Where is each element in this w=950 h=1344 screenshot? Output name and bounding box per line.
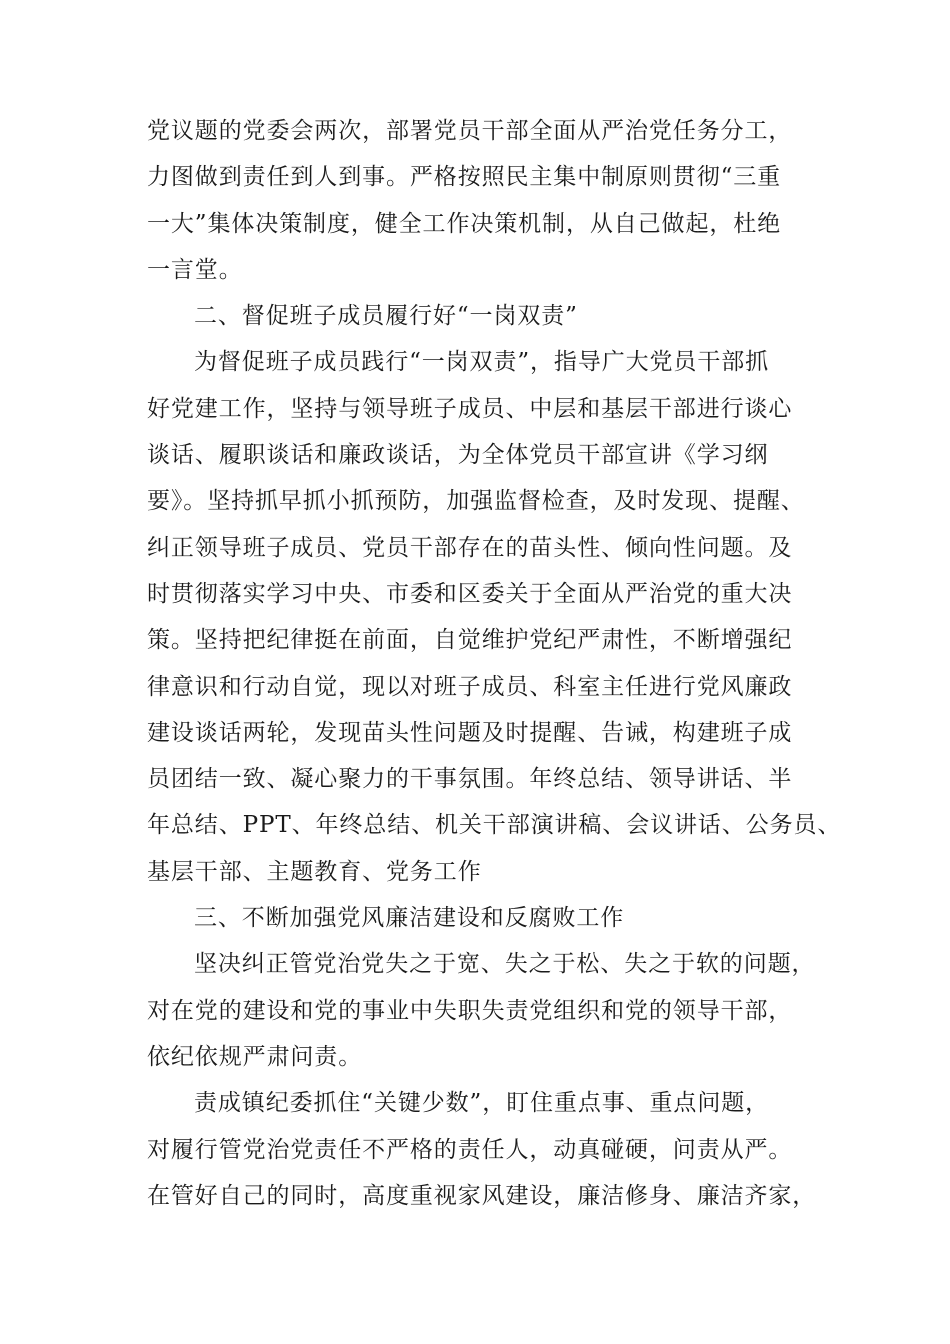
text-line: 员团结一致、凝心聚力的干事氛围。年终总结、领导讲话、半	[147, 766, 793, 793]
text-line: 基层干部、主题教育、党务工作	[147, 858, 482, 885]
text-line: 律意识和行动自觉，现以对班子成员、科室主任进行党风廉政	[147, 673, 793, 700]
text-line: 对在党的建设和党的事业中失职失责党组织和党的领导干部，	[147, 997, 793, 1024]
text-line: 好党建工作，坚持与领导班子成员、中层和基层干部进行谈心	[147, 395, 793, 422]
text-line: 对履行管党治党责任不严格的责任人，动真碰硬，问责从严。	[147, 1136, 793, 1163]
text-line: 依纪依规严肃问责。	[147, 1043, 363, 1070]
text-line: 坚决纠正管党治党失之于宽、失之于松、失之于软的问题，	[194, 951, 816, 978]
document-body	[147, 108, 842, 1219]
text-line: 纠正领导班子成员、党员干部存在的苗头性、倾向性问题。及	[147, 534, 793, 561]
text-line: 在管好自己的同时，高度重视家风建设，廉洁修身、廉洁齐家，	[147, 1182, 817, 1209]
section-heading-2: 二、督促班子成员履行好“一岗双责”	[194, 303, 578, 330]
text-line: 建设谈话两轮，发现苗头性问题及时提醒、告诫，构建班子成	[147, 719, 793, 746]
text-line: 策。坚持把纪律挺在前面，自觉维护党纪严肃性，不断增强纪	[147, 627, 793, 654]
text-line: 一大”集体决策制度，健全工作决策机制，从自己做起，杜绝	[147, 210, 782, 237]
text-line: 力图做到责任到人到事。严格按照民主集中制原则贯彻“三重	[147, 164, 782, 191]
text-line: 党议题的党委会两次，部署党员干部全面从严治党任务分工，	[147, 118, 793, 144]
text-line: 时贯彻落实学习中央、市委和区委关于全面从严治党的重大决	[147, 580, 793, 607]
text-line: 要》。坚持抓早抓小抓预防，加强监督检查，及时发现、提醒、	[147, 488, 805, 515]
text-line: 年总结、PPT、年终总结、机关干部演讲稿、会议讲话、公务员、	[147, 812, 842, 839]
text-line: 谈话、履职谈话和廉政谈话，为全体党员干部宣讲《学习纲	[147, 442, 769, 469]
text-line: 一言堂。	[147, 256, 243, 283]
section-heading-3: 三、不断加强党风廉洁建设和反腐败工作	[194, 905, 625, 932]
text-line: 为督促班子成员践行“一岗双责”，指导广大党员干部抓	[194, 349, 770, 376]
text-line: 责成镇纪委抓住“关键少数”，盯住重点事、重点问题，	[194, 1090, 770, 1117]
